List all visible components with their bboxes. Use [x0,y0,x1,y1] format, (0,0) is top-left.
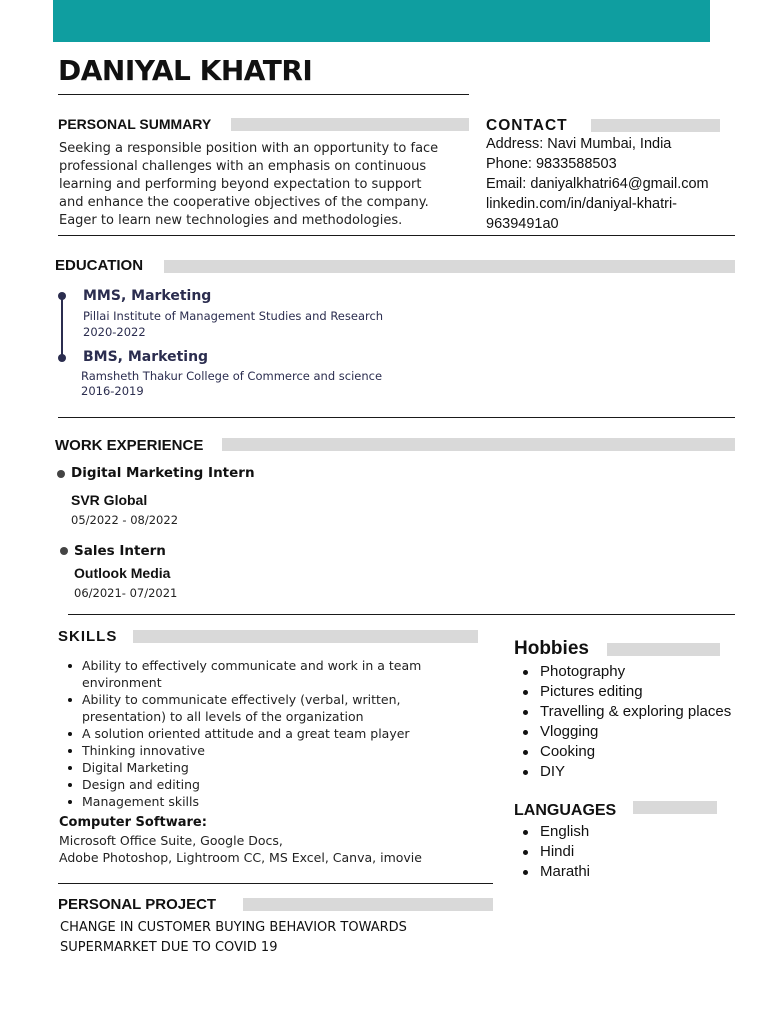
timeline-dot [58,354,66,362]
job-dates: 05/2022 - 08/2022 [71,513,179,527]
summary-line: and enhance the cooperative objectives of the company. [59,195,429,210]
work-bullet [60,547,68,555]
project-heading: PERSONAL PROJECT [58,896,217,913]
hobbies-list [514,662,731,782]
section-divider [68,614,735,615]
hobby-item: DIY [514,762,731,782]
education-years: 2016-2019 [81,384,144,398]
education-heading: EDUCATION [55,257,144,274]
languages-list [514,822,590,882]
section-divider [58,235,735,236]
languages-heading: LANGUAGES [514,802,617,819]
project-heading-bar [243,898,493,911]
name-divider [58,94,469,95]
skill-item: A solution oriented attitude and a great team player [60,725,480,742]
job-title: Sales Intern [74,543,166,559]
education-timeline-line [61,296,63,358]
hobbies-heading: Hobbies [514,638,589,659]
contact-address: Address: Navi Mumbai, India [486,136,672,152]
section-divider [58,417,735,418]
timeline-dot [58,292,66,300]
education-heading-bar [164,260,735,273]
education-school: Ramsheth Thakur College of Commerce and science [81,369,383,383]
skills-heading: SKILLS [58,628,118,645]
job-company: SVR Global [71,492,148,508]
summary-line: Seeking a responsible position with an opportunity to face [59,141,439,156]
candidate-name: DANIYAL KHATRI [58,54,313,87]
work-heading-bar [222,438,735,451]
summary-heading: PERSONAL SUMMARY [58,116,212,132]
hobbies-heading-bar [607,643,720,656]
hobby-item: Photography [514,662,731,682]
software-line: Microsoft Office Suite, Google Docs, [59,833,283,848]
contact-email: Email: daniyalkhatri64@gmail.com [486,176,709,192]
project-title-cont: SUPERMARKET DUE TO COVID 19 [60,940,278,955]
skill-item: Design and editing [60,776,480,793]
project-title: CHANGE IN CUSTOMER BUYING BEHAVIOR TOWARDS [60,920,407,935]
summary-text [59,140,469,230]
skill-item: Thinking innovative [60,742,480,759]
language-item: English [514,822,590,842]
work-bullet [57,470,65,478]
summary-line: learning and performing beyond expectation to support [59,177,422,192]
hobby-item: Cooking [514,742,731,762]
job-title: Digital Marketing Intern [71,465,255,481]
software-line: Adobe Photoshop, Lightroom CC, MS Excel, Canva, imovie [59,850,422,865]
work-heading: WORK EXPERIENCE [55,437,204,454]
education-degree: BMS, Marketing [83,349,209,365]
contact-linkedin: linkedin.com/in/daniyal-khatri- [486,196,677,212]
hobby-item: Vlogging [514,722,731,742]
summary-heading-bar [231,118,469,131]
contact-block [486,134,709,234]
software-label: Computer Software: [59,815,207,830]
header-accent-bar [53,0,710,42]
hobby-item: Pictures editing [514,682,731,702]
skills-list [60,657,480,810]
languages-heading-bar [633,801,717,814]
contact-linkedin-cont: 9639491a0 [486,216,559,232]
education-years: 2020-2022 [83,325,146,339]
contact-heading-bar [591,119,720,132]
contact-heading: CONTACT [486,117,568,134]
language-item: Marathi [514,862,590,882]
skills-heading-bar [133,630,478,643]
education-school: Pillai Institute of Management Studies and Research [83,309,384,323]
skill-item: Ability to effectively communicate and work in a team environment [60,657,480,691]
summary-line: Eager to learn new technologies and methodologies. [59,213,403,228]
language-item: Hindi [514,842,590,862]
contact-phone: Phone: 9833588503 [486,156,617,172]
job-company: Outlook Media [74,565,171,581]
skill-item: Management skills [60,793,480,810]
hobby-item: Travelling & exploring places [514,702,731,722]
skill-item: Ability to communicate effectively (verbal, written, presentation) to all levels of the organization [60,691,480,725]
summary-line: professional challenges with an emphasis on continuous [59,159,427,174]
job-dates: 06/2021- 07/2021 [74,586,178,600]
education-degree: MMS, Marketing [83,288,212,304]
section-divider [58,883,493,884]
skill-item: Digital Marketing [60,759,480,776]
